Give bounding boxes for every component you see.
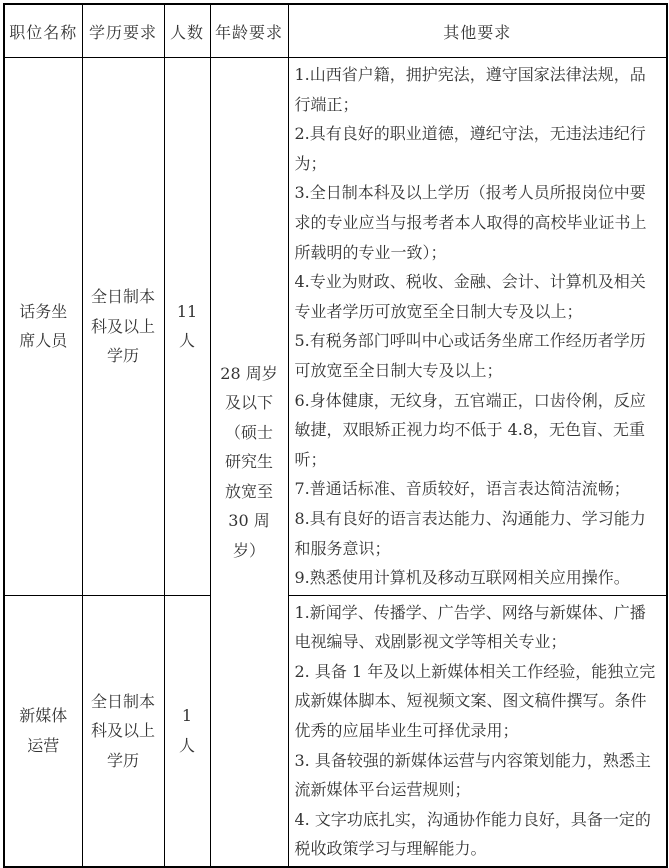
requirement-item: 7.普通话标准、音质较好，语言表达简洁流畅； xyxy=(294,479,630,499)
age-requirement-cell: 28 周岁及以下（硕士研究生放宽至 30 周岁） xyxy=(210,58,288,868)
requirement-item: 5.有税务部门呼叫中心或话务坐席工作经历者学历可放宽至全日制大专及以上； xyxy=(294,331,646,380)
requirement-item: 2. 具备 1 年及以上新媒体相关工作经验，能独立完成新媒体脚本、短视频文案、图文稿件撰写。条件优秀的应届毕业生可择优录用； xyxy=(294,661,656,741)
other-requirements-cell xyxy=(288,58,667,596)
requirement-item: 1.山西省户籍，拥护宪法，遵守国家法律法规，品行端正； xyxy=(294,65,646,114)
header-row xyxy=(4,4,667,58)
requirement-item: 8.具有良好的语言表达能力、沟通能力、学习能力和服务意识； xyxy=(294,508,646,558)
headcount-cell: 11 人 xyxy=(164,58,210,596)
requirement-item: 4.专业为财政、税收、金融、会计、计算机及相关专业者学历可放宽至全日制大专及以上； xyxy=(294,272,646,321)
table-row-new-media xyxy=(4,595,667,867)
table-row-telephone-operator xyxy=(4,58,667,596)
headcount-cell: 1 人 xyxy=(164,595,210,867)
requirement-item: 3.全日制本科及以上学历（报考人员所报岗位中要求的专业应当与报考者本人取得的高校毕业证书上所载明的专业一致）； xyxy=(294,183,647,262)
position-cell: 新媒体运营 xyxy=(4,595,82,867)
recruitment-table xyxy=(3,3,668,868)
column-header-position: 职位名称 xyxy=(4,4,82,58)
column-header-education: 学历要求 xyxy=(82,4,164,58)
requirement-item: 9.熟悉使用计算机及移动互联网相关应用操作。 xyxy=(294,568,630,588)
requirement-item: 3. 具备较强的新媒体运营与内容策划能力，熟悉主流新媒体平台运营规则； xyxy=(294,750,651,800)
column-header-other: 其他要求 xyxy=(288,4,667,58)
requirement-item: 1.新闻学、传播学、广告学、网络与新媒体、广播电视编导、戏剧影视文学等相关专业； xyxy=(294,602,646,652)
education-cell: 全日制本科及以上学历 xyxy=(82,595,164,867)
other-requirements-cell xyxy=(288,595,667,867)
column-header-age: 年龄要求 xyxy=(210,4,288,58)
column-header-headcount: 人数 xyxy=(164,4,210,58)
education-cell: 全日制本科及以上学历 xyxy=(82,58,164,596)
position-cell: 话务坐席人员 xyxy=(4,58,82,596)
requirement-item: 2.具有良好的职业道德，遵纪守法，无违法违纪行为； xyxy=(294,124,646,173)
requirement-item: 6.身体健康，无纹身，五官端正，口齿伶俐，反应敏捷，双眼矫正视力均不低于 4.8，无色盲、无重听； xyxy=(294,390,646,469)
requirement-item: 4. 文字功底扎实，沟通协作能力良好，具备一定的税收政策学习与理解能力。 xyxy=(294,809,651,859)
